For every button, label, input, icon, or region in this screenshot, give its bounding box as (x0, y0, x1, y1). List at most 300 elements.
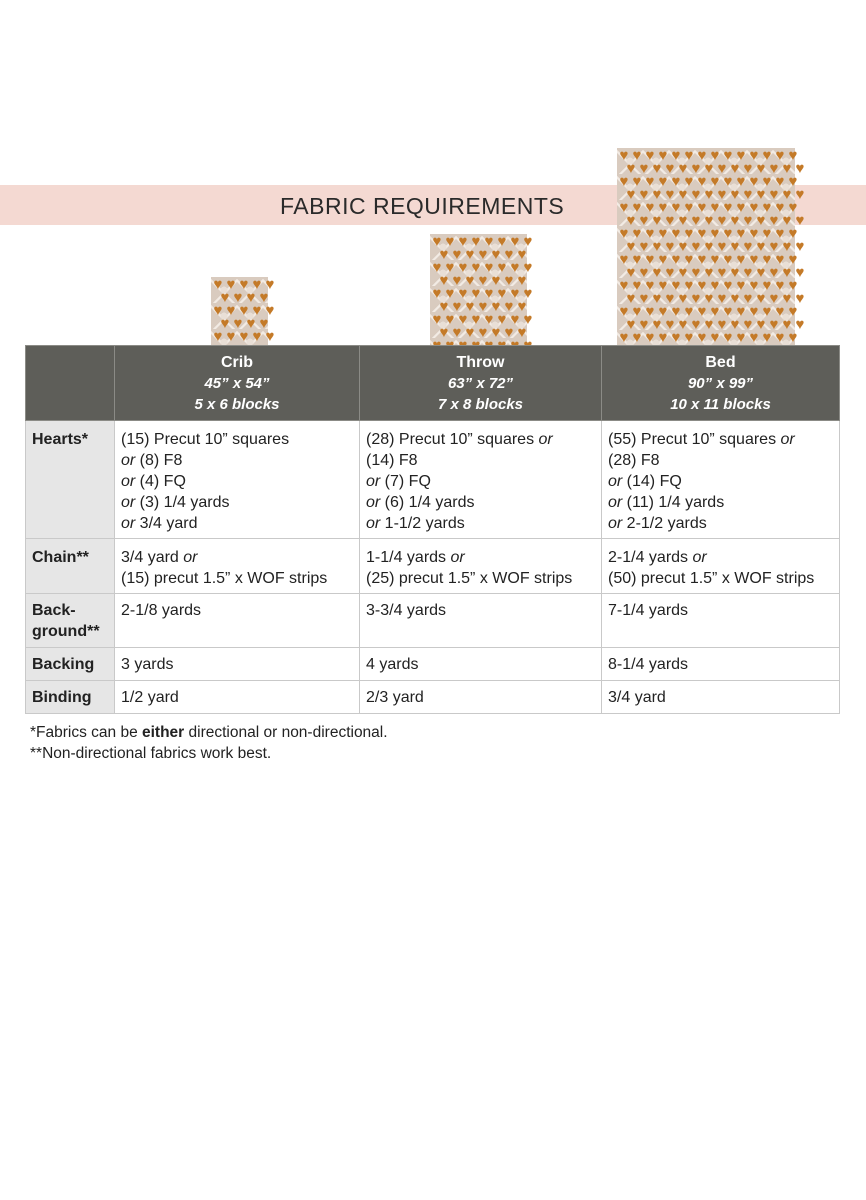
heart-icon: ♥ (517, 324, 527, 341)
heart-icon: ♥ (795, 316, 805, 333)
heart-icon: ♥ (471, 233, 481, 250)
heart-icon: ♥ (665, 212, 675, 229)
heart-icon: ♥ (619, 147, 629, 164)
heart-icon: ♥ (445, 311, 455, 328)
table-row-binding (26, 681, 840, 714)
heart-icon: ♥ (691, 160, 701, 177)
heart-icon: ♥ (671, 173, 681, 190)
heart-icon: ♥ (704, 186, 714, 203)
heart-icon: ♥ (710, 329, 720, 346)
backing-throw-cell: 4 yards (360, 648, 602, 681)
heart-icon: ♥ (723, 251, 733, 268)
heart-icon: ♥ (697, 173, 707, 190)
heart-icon: ♥ (652, 160, 662, 177)
heart-icon: ♥ (665, 290, 675, 307)
heart-icon: ♥ (465, 298, 475, 315)
heart-icon: ♥ (233, 315, 243, 332)
heart-icon: ♥ (671, 329, 681, 346)
heart-icon: ♥ (723, 147, 733, 164)
heart-icon: ♥ (782, 290, 792, 307)
heart-icon: ♥ (736, 251, 746, 268)
heart-icon: ♥ (665, 316, 675, 333)
heart-icon: ♥ (523, 259, 533, 276)
footnote-1-end: directional or non-directional. (184, 724, 388, 741)
heart-icon: ♥ (756, 290, 766, 307)
heart-icon: ♥ (762, 225, 772, 242)
heart-icon: ♥ (626, 316, 636, 333)
heart-icon: ♥ (213, 328, 223, 345)
heart-icon: ♥ (645, 251, 655, 268)
heart-icon: ♥ (730, 290, 740, 307)
heart-icon: ♥ (497, 233, 507, 250)
heart-icon: ♥ (458, 259, 468, 276)
heart-icon: ♥ (452, 324, 462, 341)
bed-blocks: 10 x 11 blocks (670, 396, 771, 413)
heart-icon: ♥ (736, 173, 746, 190)
heart-icon: ♥ (671, 147, 681, 164)
heart-icon: ♥ (619, 173, 629, 190)
heart-icon: ♥ (671, 199, 681, 216)
heart-icon: ♥ (704, 238, 714, 255)
heart-icon: ♥ (658, 199, 668, 216)
heart-icon: ♥ (691, 290, 701, 307)
heart-icon: ♥ (756, 316, 766, 333)
heart-icon: ♥ (749, 277, 759, 294)
heart-icon: ♥ (226, 328, 236, 345)
heart-icon: ♥ (626, 160, 636, 177)
heart-icon: ♥ (484, 233, 494, 250)
hearts-bed-line: or (14) FQ (608, 473, 682, 490)
heart-icon: ♥ (452, 246, 462, 263)
heart-icon: ♥ (626, 290, 636, 307)
heart-icon: ♥ (671, 303, 681, 320)
row-label-binding: Binding (26, 681, 115, 714)
heart-icon: ♥ (717, 316, 727, 333)
heart-icon: ♥ (619, 303, 629, 320)
crib-name: Crib (221, 354, 253, 371)
table-header-row (26, 346, 840, 421)
heart-icon: ♥ (639, 186, 649, 203)
heart-icon: ♥ (704, 316, 714, 333)
table-row-background (26, 594, 840, 648)
hearts-bed-cell (602, 421, 840, 539)
heart-icon: ♥ (452, 298, 462, 315)
heart-icon: ♥ (769, 186, 779, 203)
heart-icon: ♥ (510, 259, 520, 276)
heart-icon: ♥ (252, 276, 262, 293)
heart-icon: ♥ (658, 225, 668, 242)
heart-icon: ♥ (432, 311, 442, 328)
header-blank-cell (26, 346, 115, 421)
heart-icon: ♥ (710, 303, 720, 320)
throw-quilt-image (430, 233, 533, 345)
heart-icon: ♥ (710, 277, 720, 294)
hearts-bed-line: (55) Precut 10” squares or (608, 431, 795, 448)
heart-icon: ♥ (684, 199, 694, 216)
heart-icon: ♥ (265, 276, 275, 293)
chain-throw-line: (25) precut 1.5” x WOF strips (366, 570, 573, 587)
heart-icon: ♥ (749, 329, 759, 346)
heart-icon: ♥ (452, 272, 462, 289)
hearts-throw-line: or (6) 1/4 yards (366, 494, 475, 511)
heart-icon: ♥ (632, 277, 642, 294)
heart-icon: ♥ (710, 199, 720, 216)
heart-icon: ♥ (743, 290, 753, 307)
heart-icon: ♥ (782, 212, 792, 229)
footnote-1-emphasis: either (142, 724, 185, 741)
heart-icon: ♥ (795, 160, 805, 177)
row-label-background-line2: ground** (32, 623, 100, 640)
footnote-1 (30, 722, 388, 743)
heart-icon: ♥ (775, 251, 785, 268)
heart-icon: ♥ (471, 259, 481, 276)
heart-icon: ♥ (717, 238, 727, 255)
heart-icon: ♥ (658, 303, 668, 320)
heart-icon: ♥ (439, 324, 449, 341)
heart-icon: ♥ (704, 160, 714, 177)
heart-icon: ♥ (710, 251, 720, 268)
heart-icon: ♥ (782, 160, 792, 177)
heart-icon: ♥ (265, 328, 275, 345)
chain-bed-cell (602, 539, 840, 594)
heart-icon: ♥ (523, 285, 533, 302)
hearts-throw-line: or (7) FQ (366, 473, 431, 490)
heart-icon: ♥ (782, 238, 792, 255)
heart-icon: ♥ (445, 285, 455, 302)
heart-icon: ♥ (788, 251, 798, 268)
bed-name: Bed (705, 354, 736, 371)
heart-icon: ♥ (736, 225, 746, 242)
heart-icon: ♥ (782, 186, 792, 203)
heart-icon: ♥ (775, 303, 785, 320)
heart-icon: ♥ (658, 329, 668, 346)
hearts-crib-line: or (3) 1/4 yards (121, 494, 230, 511)
heart-icon: ♥ (678, 160, 688, 177)
heart-icon: ♥ (652, 264, 662, 281)
heart-icon: ♥ (743, 264, 753, 281)
heart-icon: ♥ (697, 329, 707, 346)
heart-icon: ♥ (665, 238, 675, 255)
heart-icon: ♥ (704, 290, 714, 307)
heart-icon: ♥ (478, 246, 488, 263)
footnote-1-start: *Fabrics can be (30, 724, 142, 741)
background-crib-cell: 2-1/8 yards (115, 594, 360, 648)
heart-icon: ♥ (723, 277, 733, 294)
heart-icon: ♥ (432, 285, 442, 302)
heart-icon: ♥ (788, 225, 798, 242)
bed-quilt-image (617, 147, 805, 346)
heart-icon: ♥ (684, 303, 694, 320)
heart-icon: ♥ (684, 147, 694, 164)
heart-icon: ♥ (213, 302, 223, 319)
chain-throw-cell (360, 539, 602, 594)
heart-icon: ♥ (717, 290, 727, 307)
binding-crib-cell: 1/2 yard (115, 681, 360, 714)
heart-icon: ♥ (697, 225, 707, 242)
chain-crib-line: (15) precut 1.5” x WOF strips (121, 570, 328, 587)
background-bed-cell: 7-1/4 yards (602, 594, 840, 648)
heart-icon: ♥ (684, 329, 694, 346)
heart-icon: ♥ (678, 316, 688, 333)
heart-icon: ♥ (769, 238, 779, 255)
heart-icon: ♥ (265, 302, 275, 319)
heart-icon: ♥ (743, 212, 753, 229)
heart-icon: ♥ (749, 173, 759, 190)
heart-icon: ♥ (658, 277, 668, 294)
heart-icon: ♥ (697, 199, 707, 216)
heart-icon: ♥ (619, 329, 629, 346)
bed-size: 90” x 99” (687, 375, 754, 392)
heart-icon: ♥ (671, 277, 681, 294)
heart-icon: ♥ (458, 285, 468, 302)
heart-icon: ♥ (484, 285, 494, 302)
heart-icon: ♥ (239, 328, 249, 345)
heart-icon: ♥ (749, 303, 759, 320)
heart-icon: ♥ (788, 277, 798, 294)
hearts-bed-line: or 2-1/2 yards (608, 515, 707, 532)
heart-icon: ♥ (639, 238, 649, 255)
row-label-background-line1: Back- (32, 602, 76, 619)
backing-crib-cell: 3 yards (115, 648, 360, 681)
fabric-requirements-table (25, 345, 840, 714)
heart-icon: ♥ (795, 212, 805, 229)
heart-icon: ♥ (504, 246, 514, 263)
heart-icon: ♥ (749, 225, 759, 242)
heart-icon: ♥ (795, 238, 805, 255)
heart-icon: ♥ (723, 329, 733, 346)
heart-icon: ♥ (736, 147, 746, 164)
heart-icon: ♥ (775, 277, 785, 294)
heart-icon: ♥ (743, 186, 753, 203)
heart-icon: ♥ (697, 147, 707, 164)
hearts-bed-line: or (11) 1/4 yards (608, 494, 725, 511)
heart-icon: ♥ (723, 303, 733, 320)
heart-icon: ♥ (684, 225, 694, 242)
page-title: FABRIC REQUIREMENTS (280, 193, 565, 219)
heart-icon: ♥ (775, 199, 785, 216)
heart-icon: ♥ (736, 277, 746, 294)
heart-icon: ♥ (691, 212, 701, 229)
heart-icon: ♥ (220, 315, 230, 332)
heart-icon: ♥ (730, 238, 740, 255)
heart-icon: ♥ (517, 246, 527, 263)
heart-icon: ♥ (652, 186, 662, 203)
heart-icon: ♥ (432, 259, 442, 276)
heart-icon: ♥ (795, 186, 805, 203)
heart-icon: ♥ (626, 186, 636, 203)
heart-icon: ♥ (710, 147, 720, 164)
heart-icon: ♥ (788, 199, 798, 216)
hearts-crib-line: or (8) F8 (121, 452, 183, 469)
heart-icon: ♥ (645, 173, 655, 190)
heart-icon: ♥ (749, 251, 759, 268)
heart-icon: ♥ (652, 290, 662, 307)
header-crib (115, 346, 360, 421)
backing-bed-cell: 8-1/4 yards (602, 648, 840, 681)
throw-name: Throw (456, 354, 505, 371)
heart-icon: ♥ (730, 160, 740, 177)
heart-icon: ♥ (665, 264, 675, 281)
heart-icon: ♥ (769, 212, 779, 229)
heart-icon: ♥ (259, 289, 269, 306)
heart-icon: ♥ (671, 251, 681, 268)
heart-icon: ♥ (762, 199, 772, 216)
heart-icon: ♥ (645, 147, 655, 164)
heart-icon: ♥ (756, 160, 766, 177)
heart-icon: ♥ (717, 264, 727, 281)
heart-icon: ♥ (769, 290, 779, 307)
hearts-crib-line: or 3/4 yard (121, 515, 198, 532)
heart-icon: ♥ (762, 303, 772, 320)
heart-icon: ♥ (458, 311, 468, 328)
heart-icon: ♥ (717, 186, 727, 203)
heart-icon: ♥ (619, 225, 629, 242)
row-label-hearts: Hearts* (26, 421, 115, 539)
heart-icon: ♥ (749, 199, 759, 216)
heart-icon: ♥ (775, 173, 785, 190)
heart-icon: ♥ (491, 272, 501, 289)
heart-icon: ♥ (788, 147, 798, 164)
heart-icon: ♥ (639, 212, 649, 229)
heart-icon: ♥ (246, 289, 256, 306)
heart-icon: ♥ (465, 246, 475, 263)
header-throw (360, 346, 602, 421)
heart-icon: ♥ (704, 212, 714, 229)
heart-icon: ♥ (626, 238, 636, 255)
heart-icon: ♥ (510, 311, 520, 328)
heart-icon: ♥ (645, 225, 655, 242)
heart-icon: ♥ (795, 290, 805, 307)
heart-icon: ♥ (684, 251, 694, 268)
heart-icon: ♥ (645, 303, 655, 320)
heart-icon: ♥ (439, 246, 449, 263)
heart-icon: ♥ (491, 324, 501, 341)
heart-icon: ♥ (684, 173, 694, 190)
heart-icon: ♥ (775, 329, 785, 346)
heart-icon: ♥ (510, 285, 520, 302)
heart-icon: ♥ (788, 329, 798, 346)
heart-icon: ♥ (645, 199, 655, 216)
heart-icon: ♥ (769, 316, 779, 333)
heart-icon: ♥ (730, 186, 740, 203)
chain-crib-line: 3/4 yard or (121, 549, 198, 566)
heart-icon: ♥ (497, 311, 507, 328)
heart-icon: ♥ (465, 324, 475, 341)
heart-icon: ♥ (491, 246, 501, 263)
heart-icon: ♥ (697, 303, 707, 320)
heart-icon: ♥ (658, 173, 668, 190)
heart-icon: ♥ (619, 277, 629, 294)
heart-icon: ♥ (762, 173, 772, 190)
heart-icon: ♥ (762, 147, 772, 164)
heart-icon: ♥ (478, 324, 488, 341)
header-bed (602, 346, 840, 421)
heart-icon: ♥ (762, 329, 772, 346)
hearts-crib-cell (115, 421, 360, 539)
heart-icon: ♥ (723, 225, 733, 242)
heart-icon: ♥ (458, 233, 468, 250)
heart-icon: ♥ (762, 251, 772, 268)
heart-icon: ♥ (471, 285, 481, 302)
heart-icon: ♥ (626, 212, 636, 229)
heart-icon: ♥ (671, 225, 681, 242)
heart-icon: ♥ (769, 160, 779, 177)
heart-icon: ♥ (632, 251, 642, 268)
throw-blocks: 7 x 8 blocks (437, 396, 524, 413)
heart-icon: ♥ (678, 186, 688, 203)
heart-icon: ♥ (652, 212, 662, 229)
footnote-2: **Non-directional fabrics work best. (30, 745, 272, 762)
heart-icon: ♥ (632, 147, 642, 164)
crib-size: 45” x 54” (204, 375, 270, 392)
heart-icon: ♥ (432, 233, 442, 250)
heart-icon: ♥ (697, 277, 707, 294)
binding-throw-cell: 2/3 yard (360, 681, 602, 714)
heart-icon: ♥ (233, 289, 243, 306)
footnotes (30, 722, 388, 764)
background-throw-cell: 3-3/4 yards (360, 594, 602, 648)
heart-icon: ♥ (226, 276, 236, 293)
crib-blocks: 5 x 6 blocks (194, 396, 280, 413)
heart-icon: ♥ (497, 259, 507, 276)
heart-icon: ♥ (523, 233, 533, 250)
heart-icon: ♥ (684, 277, 694, 294)
heart-icon: ♥ (484, 259, 494, 276)
heart-icon: ♥ (730, 264, 740, 281)
heart-icon: ♥ (730, 212, 740, 229)
heart-icon: ♥ (769, 264, 779, 281)
heart-icon: ♥ (756, 264, 766, 281)
heart-icon: ♥ (743, 160, 753, 177)
row-label-backing: Backing (26, 648, 115, 681)
heart-icon: ♥ (678, 264, 688, 281)
heart-icon: ♥ (678, 290, 688, 307)
hearts-crib-line: (15) Precut 10” squares (121, 431, 290, 448)
heart-icon: ♥ (246, 315, 256, 332)
crib-quilt-image (211, 276, 275, 345)
heart-icon: ♥ (658, 147, 668, 164)
heart-icon: ♥ (691, 238, 701, 255)
heart-icon: ♥ (252, 328, 262, 345)
heart-icon: ♥ (782, 316, 792, 333)
heart-icon: ♥ (213, 276, 223, 293)
heart-icon: ♥ (743, 316, 753, 333)
heart-icon: ♥ (704, 264, 714, 281)
heart-icon: ♥ (710, 225, 720, 242)
heart-icon: ♥ (632, 173, 642, 190)
table-row-chain (26, 539, 840, 594)
heart-icon: ♥ (497, 285, 507, 302)
heart-icon: ♥ (645, 329, 655, 346)
heart-icon: ♥ (439, 298, 449, 315)
heart-icon: ♥ (239, 276, 249, 293)
heart-icon: ♥ (665, 160, 675, 177)
heart-icon: ♥ (756, 212, 766, 229)
heart-icon: ♥ (775, 147, 785, 164)
heart-icon: ♥ (717, 212, 727, 229)
heart-icon: ♥ (220, 289, 230, 306)
heart-icon: ♥ (730, 316, 740, 333)
heart-icon: ♥ (478, 272, 488, 289)
heart-icon: ♥ (756, 238, 766, 255)
heart-icon: ♥ (795, 264, 805, 281)
heart-icon: ♥ (691, 186, 701, 203)
heart-icon: ♥ (665, 186, 675, 203)
heart-icon: ♥ (717, 160, 727, 177)
heart-icon: ♥ (691, 316, 701, 333)
heart-icon: ♥ (259, 315, 269, 332)
heart-icon: ♥ (626, 264, 636, 281)
